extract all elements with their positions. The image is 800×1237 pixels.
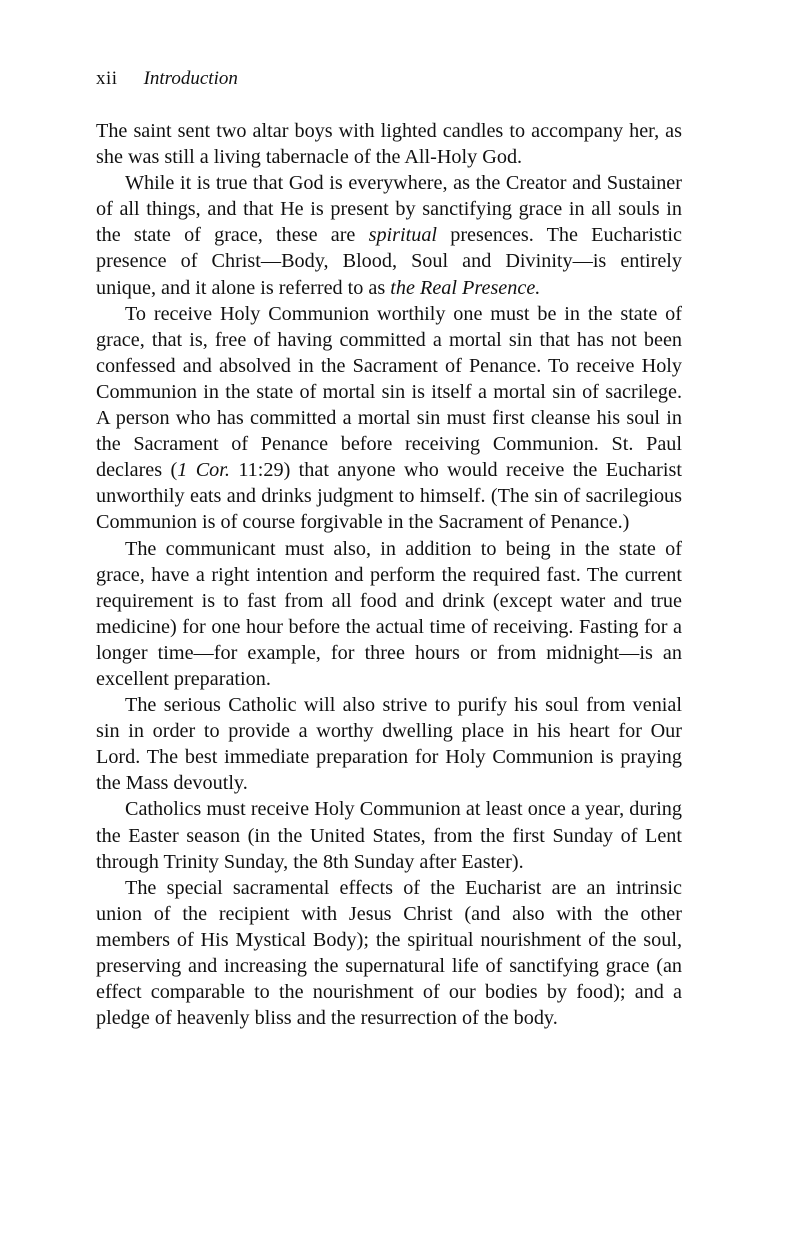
body-text-run: The serious Catholic will also strive to purify his soul from venial sin in order to provide a worthy dwelling place in his heart for Our Lord. The best immediate preparation for Holy Communion is praying the Mass devoutly. bbox=[96, 694, 682, 795]
body-text-block bbox=[96, 118, 682, 1031]
emphasis-text: 1 Cor. bbox=[177, 459, 230, 482]
body-paragraph bbox=[96, 170, 682, 300]
body-text-run: presences. The Eucharistic presence of Christ—Body, Blood, Soul and Divinity—is entirely unique, and it alone is referred to as bbox=[96, 224, 682, 299]
body-text-run: Catholics must receive Holy Communion at least once a year, during the Easter season (in the United States, from the first Sunday of Lent through Trinity Sunday, the 8th Sunday after Easter). bbox=[96, 798, 682, 873]
page-folio-number: xii bbox=[96, 68, 118, 89]
body-text-run: To receive Holy Communion worthily one must be in the state of grace, that is, free of having committed a mortal sin that has not been confessed and absolved in the Sacrament of Penance. To receive Holy Communion in the state of mortal sin is itself a mortal sin of sacrilege. A person who has committed a mortal sin must first cleanse his soul in the Sacrament of Penance before receiving Communion. St. Paul declares ( bbox=[96, 302, 682, 482]
body-paragraph bbox=[96, 796, 682, 874]
emphasis-text: the Real Presence. bbox=[390, 276, 541, 299]
body-paragraph bbox=[96, 118, 682, 170]
body-text-run: While it is true that God is everywhere, as the Creator and Sustainer of all things, and that He is present by sanctifying grace in all souls in the state of grace, these are bbox=[96, 172, 682, 247]
body-paragraph bbox=[96, 536, 682, 693]
running-head bbox=[96, 66, 680, 92]
body-paragraph bbox=[96, 875, 682, 1032]
emphasis-text: spiritual bbox=[368, 224, 438, 247]
body-paragraph bbox=[96, 692, 682, 796]
running-head-title: Introduction bbox=[143, 68, 238, 89]
body-text-run: The special sacramental effects of the Eucharist are an intrinsic union of the recipient with Jesus Christ (and also with the other members of His Mystical Body); the spiritual nourishment of the soul, preserving and increasing the supernatural life of sanctifying grace (an effect comparable to the nourishment of our bodies by food); and a pledge of heavenly bliss and the resurrection of the body. bbox=[96, 876, 682, 1030]
body-text-run: The saint sent two altar boys with lighted candles to accompany her, as she was still a living tabernacle of the All-Holy God. bbox=[96, 120, 682, 169]
body-text-run: The communicant must also, in addition to being in the state of grace, have a right intention and perform the required fast. The current requirement is to fast from all food and drink (except water and true medicine) for one hour before the actual time of receiving. Fasting for a longer time—for example, for three hours or from midnight—is an excellent preparation. bbox=[96, 537, 682, 690]
body-paragraph bbox=[96, 301, 682, 536]
body-text-run: 11:29) that anyone who would receive the Eucharist unworthily eats and drinks judgment to himself. (The sin of sacrilegious Communion is of course forgivable in the Sacrament of Penance.) bbox=[96, 459, 682, 534]
